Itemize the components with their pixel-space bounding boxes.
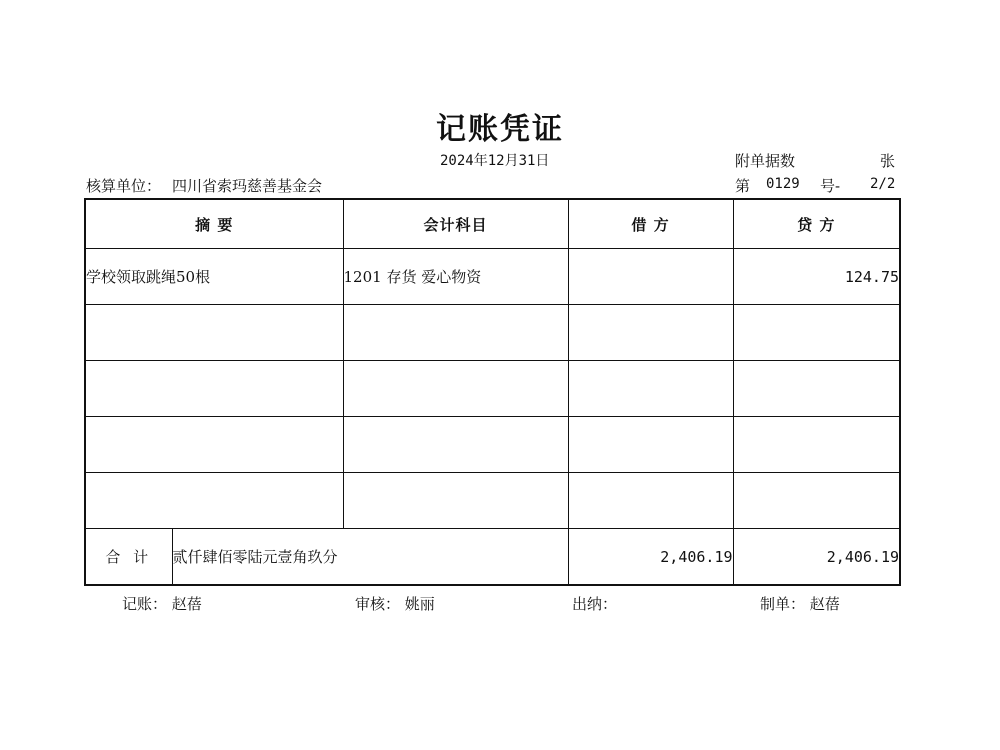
row-account: 1201 存货 爱心物资 xyxy=(343,249,568,305)
attachments-label: 附单据数 xyxy=(735,152,796,170)
row-credit xyxy=(733,473,900,529)
voucher-title: 记账凭证 xyxy=(436,112,564,147)
row-summary xyxy=(85,417,343,473)
row-credit xyxy=(733,361,900,417)
row-debit xyxy=(568,417,733,473)
table-row xyxy=(85,305,900,361)
row-credit xyxy=(733,305,900,361)
voucher-number-suffix: 号- xyxy=(820,177,841,195)
accounting-unit-label: 核算单位： xyxy=(86,177,162,195)
row-credit: 124.75 xyxy=(733,249,900,305)
total-credit: 2,406.19 xyxy=(733,529,900,586)
row-account xyxy=(343,417,568,473)
row-summary: 学校领取跳绳50根 xyxy=(85,249,343,305)
total-debit: 2,406.19 xyxy=(568,529,733,586)
table-row xyxy=(85,417,900,473)
row-debit xyxy=(568,361,733,417)
voucher-number: 0129 xyxy=(766,176,800,192)
total-amount-words: 贰仟肆佰零陆元壹角玖分 xyxy=(172,529,568,586)
total-label: 合 计 xyxy=(85,529,172,586)
total-row xyxy=(85,529,900,586)
header-credit: 贷 方 xyxy=(733,199,900,249)
attachments-unit: 张 xyxy=(880,152,896,170)
row-debit xyxy=(568,249,733,305)
row-summary xyxy=(85,361,343,417)
row-debit xyxy=(568,305,733,361)
signature-bookkeeper: 记账： 赵蓓 xyxy=(122,595,202,613)
table-row xyxy=(85,249,900,305)
header-debit: 借 方 xyxy=(568,199,733,249)
header-account: 会计科目 xyxy=(343,199,568,249)
table-row xyxy=(85,361,900,417)
row-debit xyxy=(568,473,733,529)
row-summary xyxy=(85,473,343,529)
row-summary xyxy=(85,305,343,361)
row-account xyxy=(343,473,568,529)
voucher-page: 2/2 xyxy=(870,176,896,192)
accounting-unit-name: 四川省索玛慈善基金会 xyxy=(172,177,323,195)
signature-reviewer: 审核： 姚丽 xyxy=(355,595,435,613)
table-row xyxy=(85,473,900,529)
row-credit xyxy=(733,417,900,473)
signature-preparer: 制单： 赵蓓 xyxy=(760,595,840,613)
row-account xyxy=(343,305,568,361)
voucher-number-prefix: 第 xyxy=(735,177,751,195)
signature-cashier: 出纳： xyxy=(572,595,618,613)
row-account xyxy=(343,361,568,417)
voucher-table xyxy=(84,198,901,586)
table-header-row xyxy=(85,199,900,249)
voucher-date: 2024年12月31日 xyxy=(440,153,550,169)
header-summary: 摘 要 xyxy=(85,199,343,249)
